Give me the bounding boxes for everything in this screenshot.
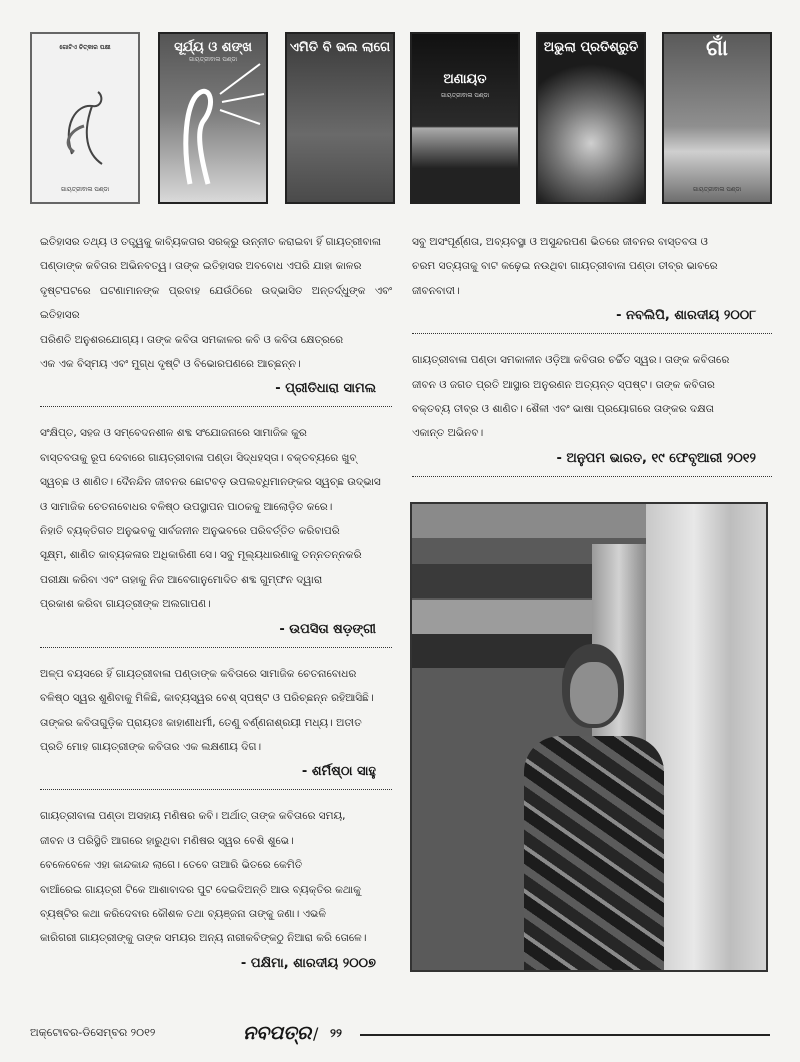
book-cover-6 xyxy=(662,32,772,204)
review-line: ବଳିଷ୍ଠ ସ୍ୱର ଶୁଣିବାକୁ ମିଳିଛି, କାବ୍ୟସ୍ୱର ବେଶ୍ ସ୍ପଷ୍ଟ ଓ ପରିଚ୍ଛନ୍ନ ରହିଆସିଛି। xyxy=(40,692,374,705)
photo-person-face xyxy=(570,662,618,724)
book-cover-title: ଏମିତି ବି ଭଲ ଲାଗେ xyxy=(289,40,391,55)
review-line: ପଣ୍ଡାଙ୍କ କବିତାର ଅଭିନବତ୍ୱ। ତାଙ୍କ ଇତିହାସର ଅବବୋଧ ଏପରି ଯାହା କାଳର xyxy=(40,260,362,273)
review-attribution: - ପ୍ରୀତିଧାରା ସାମଲ xyxy=(275,381,376,397)
book-cover-title: ଗାଁ xyxy=(706,36,728,61)
review-line: କାରିଗରୀ ଗାୟତ୍ରୀଙ୍କୁ ତାଙ୍କ ସମୟର ଅନ୍ୟ ନାରୀକବିଙ୍କଠୁ ନିଆରା କରି ତୋଳେ। xyxy=(40,932,367,945)
review-line: ବକ୍ତବ୍ୟ ତୀବ୍ର ଓ ଶାଣିତ। ଶୈଳୀ ଏବଂ ଭାଷା ପ୍ରୟୋଗରେ ତାଙ୍କର ଦକ୍ଷତା xyxy=(412,403,714,416)
review-line: ଓ ସାମାଜିକ ଚେତନାବୋଧର ବଳିଷ୍ଠ ଉପସ୍ଥାପନ ପାଠକକୁ ଆଲୋଡ଼ିତ କରେ। xyxy=(40,500,333,513)
review-block xyxy=(412,348,772,470)
review-line: ପରୀକ୍ଷା କରିବା ଏବଂ ତାହାକୁ ନିଜ ଆବେଗାନୁମୋଦିତ ଶବ୍ଦ ଗୁମ୍ଫନ ଦ୍ୱାରା xyxy=(40,573,323,586)
dotted-separator xyxy=(40,789,392,790)
photo-wall-stripe xyxy=(412,504,652,538)
review-line: ତାଙ୍କର କବିତାଗୁଡ଼ିକ ପ୍ରାୟତଃ କାହାଣୀଧର୍ମୀ, ତେଣୁ ବର୍ଣ୍ଣନାଶ୍ରୟୀ ମଧ୍ୟ। ଅତୀତ xyxy=(40,716,362,729)
review-line: ବାଆଁରେଇ ଗାୟତ୍ରୀ ଟିକେ ଆଶାବାଦର ପୁଟ ଦେଇଦିଅନ୍ତି ଆଉ ବ୍ୟକ୍ତିର କଥାକୁ xyxy=(40,883,361,896)
page-footer xyxy=(30,1024,770,1048)
dotted-separator xyxy=(40,647,392,648)
author-photo xyxy=(410,502,768,972)
left-column xyxy=(40,230,392,977)
review-attribution: - ଅନୁପମ ଭାରତ, ୧୯ ଫେବୃଆରୀ ୨୦୧୨ xyxy=(556,450,756,466)
review-line: ଜୀବନ ଓ ପରିସ୍ଥିତି ଆଗରେ ହାରୁଥିବା ମଣିଷର ସ୍ୱର ବେଶି ଶୁଭେ। xyxy=(40,834,294,847)
dotted-separator xyxy=(40,406,392,407)
review-block xyxy=(40,662,392,784)
review-line: ସଂକ୍ଷିପ୍ତ, ସହଜ ଓ ସମ୍ବେଦନଶୀଳ ଶବ୍ଦ ସଂଯୋଜନାରେ ସାମାଜିକ କୁର xyxy=(40,427,307,440)
review-line: ସ୍ୱଚ୍ଛ ଓ ଶାଣିତ। ଦୈନନ୍ଦିନ ଜୀବନର ଛୋଟବଡ଼ ଉପଲବ୍ଧିମାନଙ୍କର ସ୍ୱଚ୍ଛ ଉଦ୍ଭାସ xyxy=(40,476,381,489)
footer-rule xyxy=(360,1034,770,1036)
review-line: ବାସ୍ତବତାକୁ ରୂପ ଦେବାରେ ଗାୟତ୍ରୀବାଳା ପଣ୍ଡା ସିଦ୍ଧହସ୍ତା। ବକ୍ତବ୍ୟରେ ଖୁବ୍ xyxy=(40,451,357,464)
review-line: ଗାୟତ୍ରୀବାଳା ପଣ୍ଡା ସମକାଳୀନ ଓଡ଼ିଆ କବିତାର ଚର୍ଚ୍ଚିତ ସ୍ୱର। ତାଙ୍କ କବିତାରେ xyxy=(412,354,730,367)
right-column xyxy=(412,230,772,491)
review-block xyxy=(40,421,392,640)
book-cover-4 xyxy=(410,32,520,204)
review-line: ଦୃଷ୍ଟପଟରେ ଘଟଣାମାନଙ୍କ ପ୍ରବାହ ଯେଉଁଠିରେ ଉଦ୍ଭାସିତ ଅନ୍ତର୍ଦ୍ଧୁଙ୍କ ଏବଂ ଇତିହାସର xyxy=(40,284,392,322)
page-number: ୨୨ xyxy=(330,1026,342,1040)
review-line: ସୂକ୍ଷ୍ମ, ଶାଣିତ କାବ୍ୟକଳାର ଅଧିକାରିଣୀ ସେ। ସବୁ ମୂଲ୍ୟଧାରଣାକୁ ତନ୍ନତନ୍ନକରି xyxy=(40,549,362,562)
review-line: ଜୀବନ ଓ ଜଗତ ପ୍ରତି ଆସ୍ଥାର ଅନୁରଣନ ଅତ୍ୟନ୍ତ ସ୍ପଷ୍ଟ। ତାଙ୍କ କବିତାର xyxy=(412,378,715,391)
book-cover-author: ଗାୟତ୍ରୀବାଳା ପଣ୍ଡା xyxy=(440,92,490,99)
review-line: ଅଳ୍ପ ବୟସରେ ହିଁ ଗାୟତ୍ରୀବାଳା ପଣ୍ଡାଙ୍କ କବିତାରେ ସାମାଜିକ ଚେତନାବୋଧର xyxy=(40,667,357,680)
dotted-separator xyxy=(412,476,772,477)
conch-illustration xyxy=(160,34,266,202)
review-attribution: - ପକ୍ଷିମା, ଶାରଦୀୟ ୨୦୦୭ xyxy=(240,955,376,971)
book-covers-strip xyxy=(30,28,790,210)
review-block xyxy=(40,230,392,400)
review-line: ଜୀବନବାଦୀ। xyxy=(412,284,460,297)
review-line: ବ୍ୟଷ୍ଟିର କଥା କରିଦେବାର କୌଶଳ ତଥା ବ୍ୟଞ୍ଜନା ତାଙ୍କୁ ଜଣା। ଏଭଳି xyxy=(40,907,326,920)
review-line: ନିହାତି ବ୍ୟକ୍ତିଗତ ଅନୁଭବକୁ ସାର୍ବଜନୀନ ଅନୁଭବରେ ପରିବର୍ତ୍ତିତ କରିବାପରି xyxy=(40,525,340,538)
review-line: ଇତିହାସର ତଥ୍ୟ ଓ ତତ୍ତ୍ୱକୁ କାବ୍ୟିକତାର ସରକ୍ରୁ ଉନ୍ନୀତ କରାଇବା ହିଁ ଗାୟତ୍ରୀବାଳା xyxy=(40,236,381,248)
book-cover-author: ଗାୟତ୍ରୀବାଳା ପଣ୍ଡା xyxy=(188,56,238,63)
review-attribution: - ନବଲିପି, ଶାରଦୀୟ ୨୦୦୮ xyxy=(616,308,756,324)
book-cover-title: ଅଣାୟତ xyxy=(443,72,487,87)
review-line: ପରିଣତି ଅନୁଶରଯୋଗ୍ୟ। ତାଙ୍କ କବିତା ସମକାଳର କବି ଓ କବିତା କ୍ଷେତ୍ରରେ xyxy=(40,333,344,346)
book-cover-1 xyxy=(30,32,140,204)
book-cover-title: ସୂର୍ଯ୍ୟ ଓ ଶଙ୍ଖ xyxy=(174,40,252,55)
book-cover-title: ଗୋଟିଏ ଚିତ୍କାର ପକ୍ଷୀ xyxy=(59,44,111,51)
photo-door xyxy=(646,504,766,970)
magazine-logo: ନବପତ୍ର xyxy=(243,1022,312,1044)
book-cover-author: ଗାୟତ୍ରୀବାଳା ପଣ୍ଡା xyxy=(692,186,742,193)
review-attribution: - ଶର୍ମିଷ୍ଠା ସାହୁ xyxy=(301,764,376,780)
review-line: ଏକ ଏକ ବିସ୍ମୟ ଏବଂ ମୁଗ୍ଧ ଦୃଷ୍ଟି ଓ ବିଭୋରପଣରେ ଆଚ୍ଛନ୍ନ। xyxy=(40,358,301,371)
review-line: ସବୁ ଅସଂପୂର୍ଣ୍ଣତା, ଅବ୍ୟବସ୍ଥା ଓ ଅସୁନ୍ଦରପଣ ଭିତରେ ଜୀବନର ବାସ୍ତବତା ଓ xyxy=(412,236,708,248)
review-attribution: - ଉପସିତା ଷଡ଼ଙ୍ଗୀ xyxy=(279,621,376,637)
review-line: ଗାୟତ୍ରୀବାଳା ପଣ୍ଡା ଅସହାୟ ମଣିଷର କବି। ଅର୍ଥାତ୍ ତାଙ୍କ କବିତାରେ ସମୟ, xyxy=(40,810,346,823)
book-cover-5 xyxy=(536,32,646,204)
review-line: ବେଳେବେଳେ ଏହା କାନ୍ଦକାନ୍ଦ ଲାଗେ। ତେବେ ତାଆରି ଭିତରେ କେମିତି xyxy=(40,859,303,872)
review-block xyxy=(412,230,772,327)
book-cover-author: ଗାୟତ୍ରୀବାଳା ପଣ୍ଡା xyxy=(60,186,110,193)
footer-slash: / xyxy=(313,1024,319,1043)
review-block xyxy=(40,804,392,974)
review-line: ଏକାନ୍ତ ଅଭିନବ। xyxy=(412,427,484,440)
issue-date: ଅକ୍ଟୋବର-ଡିସେମ୍ବର ୨୦୧୨ xyxy=(30,1026,156,1039)
book-cover-2 xyxy=(158,32,268,204)
review-line: ଚରମ ସତ୍ୟତାକୁ ବାଟ କଢ଼େଇ ନଉଥିବା ଗାୟତ୍ରୀବାଳା ପଣ୍ଡା ତୀବ୍ର ଭାବରେ xyxy=(412,260,718,273)
review-line: ପ୍ରତି ମୋହ ଗାୟତ୍ରୀଙ୍କ କବିତାର ଏକ ଲକ୍ଷଣୀୟ ଦିଗ। xyxy=(40,740,262,753)
book-cover-3 xyxy=(285,32,395,204)
dotted-separator xyxy=(412,333,772,334)
review-line: ପ୍ରକାଶ କରିବା ଗାୟତ୍ରୀଙ୍କ ଅଲଗାପଣ। xyxy=(40,598,211,611)
book-cover-title: ଅଭୁଲା ପ୍ରତିଶ୍ରୁତି xyxy=(543,40,639,55)
photo-person-saree xyxy=(524,736,664,972)
bird-illustration xyxy=(32,34,138,202)
